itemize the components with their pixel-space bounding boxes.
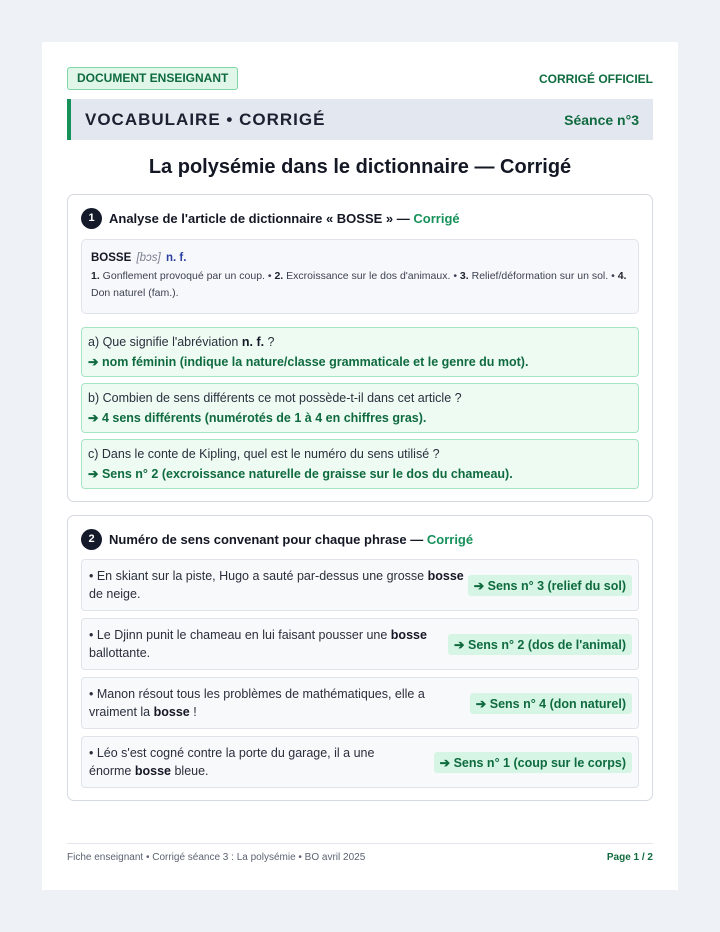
banner-title: VOCABULAIRE • CORRIGÉ [85, 109, 326, 129]
keyword: bosse [427, 569, 464, 583]
sense-answer-tag: ➔ Sens n° 1 (coup sur le corps) [434, 752, 632, 773]
sentence-part: ballottante. [89, 646, 151, 660]
question-answer-b [81, 383, 639, 433]
answer-text: ➔ nom féminin (indique la nature/classe grammaticale et le genre du mot). [88, 355, 529, 369]
footer-info: Fiche enseignant • Corrigé séance 3 : La polysémie • BO avril 2025 [67, 852, 366, 863]
sentence-part: • En skiant sur la piste, Hugo a sauté par-dessus une grosse [89, 569, 428, 583]
sentence-text [89, 744, 419, 780]
grammatical-category: n. f. [165, 252, 187, 264]
question-part: a) Que signifie l'abréviation [88, 335, 242, 349]
sentence-row [81, 677, 639, 729]
sentence-text [89, 685, 469, 721]
sentence-part: de neige. [89, 587, 141, 601]
section-dictionary-analysis [67, 194, 653, 502]
page-title: La polysémie dans le dictionnaire — Corrigé [148, 156, 572, 178]
dictionary-senses [91, 268, 629, 302]
sentence-part: ! [189, 705, 197, 719]
question-answer-c [81, 439, 639, 489]
section-number-badge: 2 [81, 529, 102, 550]
sentence-part: bleue. [171, 764, 209, 778]
sentence-text [89, 567, 468, 603]
sentence-row [81, 618, 639, 670]
document-type-badge: DOCUMENT ENSEIGNANT [67, 67, 238, 90]
page-number: Page 1 / 2 [606, 852, 653, 863]
sentence-list [81, 559, 639, 788]
subject-banner [67, 99, 653, 140]
section-header [81, 528, 639, 550]
phonetic-transcription: [bɔs] [136, 252, 161, 264]
question-text: c) Dans le conte de Kipling, quel est le numéro du sens utilisé ? [88, 447, 440, 461]
sentence-text [89, 626, 429, 662]
sense-answer-tag: ➔ Sens n° 2 (dos de l'animal) [448, 634, 632, 655]
sense-text: Relief/déformation sur un sol. • [468, 270, 618, 282]
section-title [109, 211, 460, 226]
section-sense-numbers [67, 515, 653, 801]
sense-number: 4. [617, 270, 627, 282]
keyword: bosse [134, 764, 171, 778]
sense-text: Don naturel (fam.). [91, 287, 179, 299]
section-title-accent: Corrigé [426, 531, 474, 547]
section-header [81, 207, 639, 229]
dictionary-headword-line [91, 250, 629, 266]
section-title-accent: Corrigé [413, 210, 460, 226]
question-text [88, 334, 632, 350]
sentence-row [81, 559, 639, 611]
top-bar [67, 67, 653, 90]
sentence-part: • Le Djinn punit le chameau en lui faisant pousser une [89, 628, 391, 642]
sense-number: 1. [91, 270, 100, 282]
question-emphasis: n. f. [241, 335, 265, 349]
headword: BOSSE [91, 252, 132, 264]
sentence-part: • Léo s'est cogné contre la porte du garage, il a une énorme [89, 746, 375, 778]
session-number: Séance n°3 [564, 111, 639, 128]
section-title [109, 532, 473, 547]
sense-number: 2. [274, 270, 284, 282]
sentence-part: • Manon résout tous les problèmes de mathématiques, elle a vraiment la [89, 687, 425, 719]
section-number-badge: 1 [81, 208, 102, 229]
question-part: ? [264, 335, 275, 349]
dictionary-entry [81, 239, 639, 314]
sense-answer-tag: ➔ Sens n° 4 (don naturel) [470, 693, 632, 714]
official-label: CORRIGÉ OFFICIEL [539, 71, 653, 86]
sense-text: Excroissance sur le dos d'animaux. • [283, 270, 460, 282]
section-title-text: Analyse de l'article de dictionnaire « BOSSE » — [109, 210, 410, 226]
sense-answer-tag: ➔ Sens n° 3 (relief du sol) [468, 575, 632, 596]
keyword: bosse [153, 705, 190, 719]
question-answer-a [81, 327, 639, 377]
question-text: b) Combien de sens différents ce mot possède-t-il dans cet article ? [88, 391, 462, 405]
page-footer [67, 843, 653, 863]
section-title-text: Numéro de sens convenant pour chaque phrase — [109, 531, 424, 547]
answer-text: ➔ 4 sens différents (numérotés de 1 à 4 en chiffres gras). [88, 411, 427, 425]
document-page [42, 42, 678, 890]
sense-text: Gonflement provoqué par un coup. • [99, 270, 275, 282]
sentence-row [81, 736, 639, 788]
sense-number: 3. [459, 270, 469, 282]
answer-text: ➔ Sens n° 2 (excroissance naturelle de graisse sur le dos du chameau). [88, 467, 513, 481]
keyword: bosse [390, 628, 427, 642]
